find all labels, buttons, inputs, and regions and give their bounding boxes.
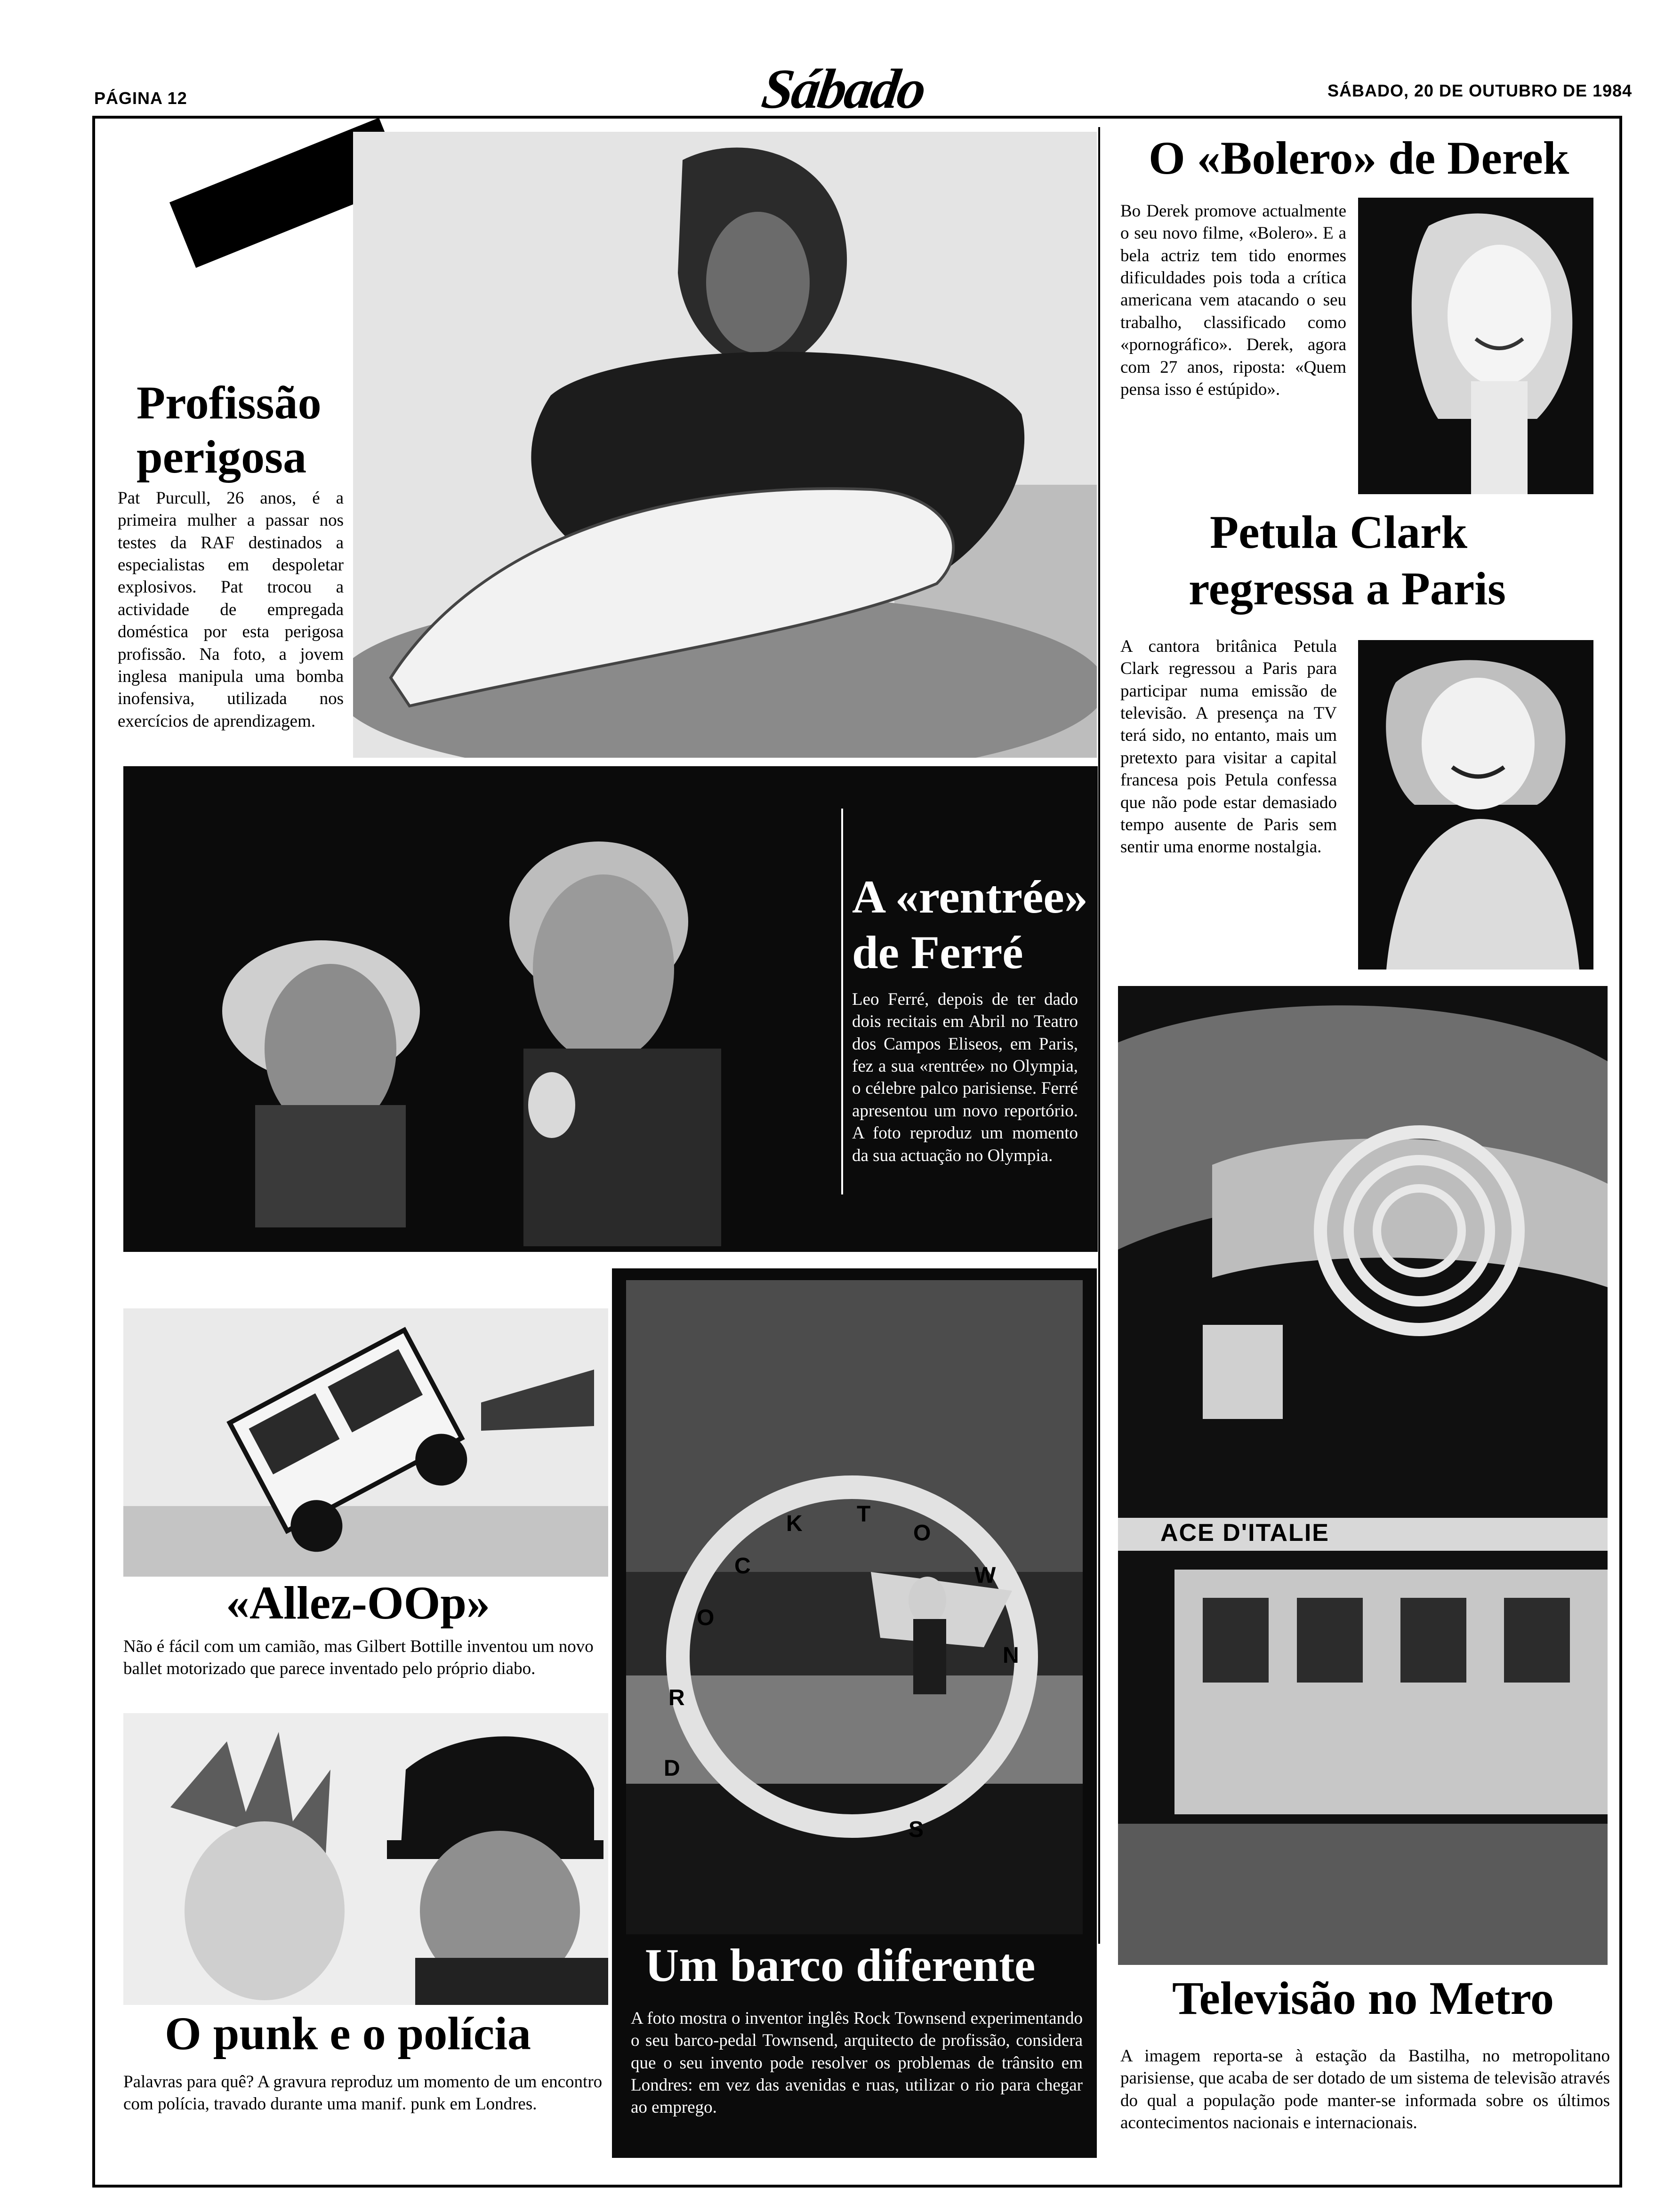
wheel-letter: W — [974, 1563, 996, 1588]
headline-bolero: O «Bolero» de Derek — [1149, 132, 1569, 184]
photo-truck-stunt — [123, 1308, 608, 1577]
body-barco: A foto mostra o inventor inglês Rock Townsend experimentando o seu barco-pedal Townsend, arquitecto de profissão, considera que o seu invento pode resolver os problemas de trânsito em Londres: em vez das avenidas e ruas, utilizar o rio para chegar ao emprego. — [631, 2009, 1083, 2117]
wheel-letter: T — [857, 1502, 871, 1527]
headline-profissao-1: Profissão — [137, 377, 322, 429]
photo-bo-derek — [1358, 198, 1593, 494]
photo-bomb-disposal — [353, 132, 1097, 758]
wheel-letter: D — [664, 1756, 680, 1781]
wheel-letter: K — [786, 1511, 803, 1536]
headline-profissao-2: perigosa — [137, 431, 307, 483]
masthead-logo: Sábado — [758, 57, 929, 120]
headline-barco: Um barco diferente — [645, 1939, 1036, 1991]
body-profissao: Pat Purcull, 26 anos, é a primeira mulher a passar nos testes da RAF destinados a especialistas em despoletar explosivos. Pat trocou a actividade de empregada doméstica por esta perigosa profissão. Na foto, a jovem inglesa manipula uma bomba inofensiva, utilizada nos exercícios de aprendizagem. — [118, 489, 344, 731]
headline-petula-2: regressa a Paris — [1189, 562, 1506, 615]
ferre-divider — [841, 809, 843, 1194]
photo-metro-station — [1118, 986, 1608, 1965]
wheel-letter: R — [668, 1685, 685, 1710]
station-sign: ACE D'ITALIE — [1160, 1519, 1329, 1547]
wheel-letter: O — [913, 1521, 931, 1546]
headline-metro: Televisão no Metro — [1172, 1972, 1554, 2024]
page-number: PÁGINA 12 — [94, 88, 187, 108]
body-petula: A cantora britânica Petula Clark regressou a Paris para participar numa emissão de televisão. A presença na TV terá sido, no entanto, mais um pretexto para visitar a capital francesa pois Petula confessa que não pode estar demasiado tempo ausente de Paris sem sentir uma enorme nostalgia. — [1120, 637, 1337, 857]
body-allez: Não é fácil com um camião, mas Gilbert Bottille inventou um novo ballet motorizado que parece inventado pelo próprio diabo. — [123, 1637, 594, 1679]
body-ferre: Leo Ferré, depois de ter dado dois recitais em Abril no Teatro dos Campos Eliseos, em Paris, fez a sua «rentrée» no Olympia, o célebre palco parisiense. Ferré apresentou um novo reportório. A foto reproduz um momento da sua actuação no Olympia. — [852, 990, 1078, 1165]
body-metro: A imagem reporta-se à estação da Bastilha, no metropolitano parisiense, que acaba de ser dotado de um sistema de televisão através do qual a população pode manter-se informada sobre os últimos acontecimentos nacionais e internacionais. — [1120, 2046, 1610, 2133]
wheel-letter: N — [1003, 1643, 1019, 1668]
headline-petula-1: Petula Clark — [1210, 506, 1468, 558]
wheel-letter: S — [909, 1817, 924, 1842]
wheel-lettering — [626, 1280, 1083, 1934]
body-punk: Palavras para quê? A gravura reproduz um momento de um encontro com polícia, travado durante uma manif. punk em Londres. — [123, 2072, 603, 2114]
column-divider — [1098, 127, 1100, 1944]
photo-petula-clark — [1358, 640, 1593, 970]
body-bolero: Bo Derek promove actualmente o seu novo filme, «Bolero». E a bela actriz tem tido enormes dificuldades pois toda a crítica americana vem atacando o seu trabalho, classificado como «pornográfico». Derek, agora com 27 anos, riposta: «Quem pensa isso é estúpido». — [1120, 201, 1346, 399]
wheel-letter: C — [734, 1554, 751, 1579]
headline-punk: O punk e o polícia — [165, 2007, 531, 2060]
wheel-letter: O — [697, 1605, 715, 1630]
issue-date: SÁBADO, 20 DE OUTUBRO DE 1984 — [1327, 81, 1633, 100]
headline-allez: «Allez-OOp» — [226, 1577, 491, 1629]
photo-punk-police — [123, 1713, 608, 2005]
headline-ferre-2: de Ferré — [852, 926, 1023, 978]
headline-ferre-1: A «rentrée» — [852, 871, 1088, 923]
